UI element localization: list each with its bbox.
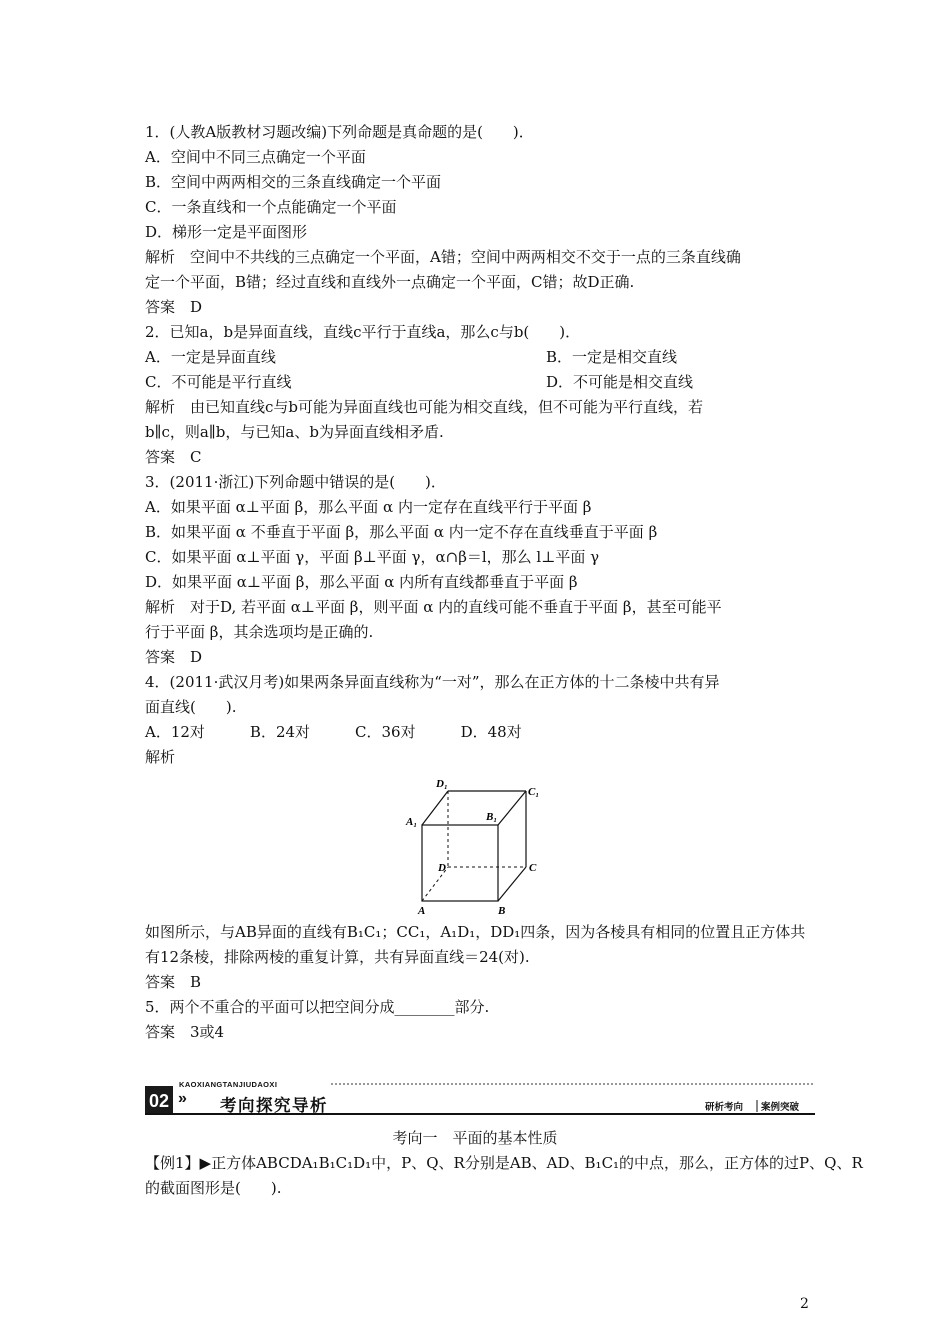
question-4-solution-label: 解析 [145,748,176,766]
question-3-answer: 答案 D [145,648,203,666]
example-1-line-2: 的截面图形是( ). [145,1179,282,1197]
question-2-solution-line-1: 解析 由已知直线c与b可能为异面直线也可能为相交直线，但不可能为平行直线，若 [145,398,704,416]
question-3-option-c: C．如果平面 α⊥平面 γ，平面 β⊥平面 γ，α∩β＝l，那么 l⊥平面 γ [145,548,600,566]
example-1-line-1: 【例1】▶正方体ABCDA₁B₁C₁D₁中，P、Q、R分别是AB、AD、B₁C₁的中点，那么，正方体的过P、Q、R [145,1154,863,1172]
banner-right-2: 案例突破 [761,1102,800,1113]
banner-pinyin: KAOXIANGTANJIUDAOXI [179,1080,278,1089]
question-2-answer: 答案 C [145,448,202,466]
question-2-option-c: C．不可能是平行直线 [145,373,292,391]
question-2-solution-line-2: b∥c，则a∥b，与已知a、b为异面直线相矛盾. [145,423,444,441]
question-4-explanation-line-2: 有12条棱，排除两棱的重复计算，共有异面直线＝24(对). [145,948,530,966]
question-1-solution-line-1: 解析 空间中不共线的三点确定一个平面，A错；空间中两两相交不交于一点的三条直线确 [145,248,741,266]
question-2-option-d: D．不可能是相交直线 [546,373,694,391]
banner-arrow-icon: » [178,1090,187,1107]
banner-number: 02 [148,1091,170,1111]
cube-figure [400,773,550,918]
question-4-options: A．12对 B．24对 C．36对 D．48对 [145,723,522,741]
question-3-option-b: B．如果平面 α 不垂直于平面 β，那么平面 α 内一定不存在直线垂直于平面 β [145,523,658,541]
banner-right-1: 研析考向 [705,1102,744,1113]
page-number: 2 [800,1296,809,1312]
label-a: A [418,905,426,917]
question-1-solution-line-2: 定一个平面，B错；经过直线和直线外一点确定一个平面，C错；故D正确. [145,273,635,291]
question-5-stem: 5．两个不重合的平面可以把空间分成________部分. [145,998,490,1016]
question-1-stem: 1．(人教A版教材习题改编)下列命题是真命题的是( )． [145,123,534,141]
banner-title: 考向探究导析 [220,1096,328,1115]
question-2-option-b: B．一定是相交直线 [546,348,678,366]
question-1-option-d: D．梯形一定是平面图形 [145,223,308,241]
label-a1: A₁ [406,816,418,828]
question-3-option-a: A．如果平面 α⊥平面 β，那么平面 α 内一定存在直线平行于平面 β [145,498,592,516]
question-3-solution-line-2: 行于平面 β，其余选项均是正确的. [145,623,374,641]
question-1-option-a: A．空间中不同三点确定一个平面 [145,148,366,166]
question-4-stem-line-2: 面直线( ). [145,698,237,716]
section-title: 考向一 平面的基本性质 [392,1129,558,1147]
section-banner [145,1076,815,1120]
question-2-option-a: A．一定是异面直线 [145,348,276,366]
edge-a1d1 [422,791,448,825]
question-4-stem-line-1: 4．(2011·武汉月考)如果两条异面直线称为“一对”，那么在正方体的十二条棱中共有异 [145,673,720,691]
question-1-option-c: C．一条直线和一个点能确定一个平面 [145,198,397,216]
label-d: D [438,862,446,874]
question-3-stem: 3．(2011·浙江)下列命题中错误的是( )． [145,473,446,491]
question-4-answer: 答案 B [145,973,202,991]
question-4-explanation-line-1: 如图所示，与AB异面的直线有B₁C₁；CC₁，A₁D₁，DD₁四条，因为各棱具有相同的位置且正方体共 [145,923,806,941]
label-b1: B₁ [486,811,498,823]
question-2-stem: 2．已知a，b是异面直线，直线c平行于直线a，那么c与b( )． [145,323,581,341]
question-1-option-b: B．空间中两两相交的三条直线确定一个平面 [145,173,442,191]
edge-bc [498,867,526,901]
question-5-answer: 答案 3或4 [145,1023,225,1041]
label-c: C [529,862,537,874]
front-face [422,825,498,901]
label-d1: D₁ [436,778,448,790]
edge-b1c1 [498,791,526,825]
question-1-answer: 答案 D [145,298,203,316]
label-b: B [498,905,506,917]
question-3-solution-line-1: 解析 对于D, 若平面 α⊥平面 β，则平面 α 内的直线可能不垂直于平面 β，甚至可能平 [145,598,722,616]
label-c1: C₁ [528,786,540,798]
question-3-option-d: D．如果平面 α⊥平面 β，那么平面 α 内所有直线都垂直于平面 β [145,573,578,591]
